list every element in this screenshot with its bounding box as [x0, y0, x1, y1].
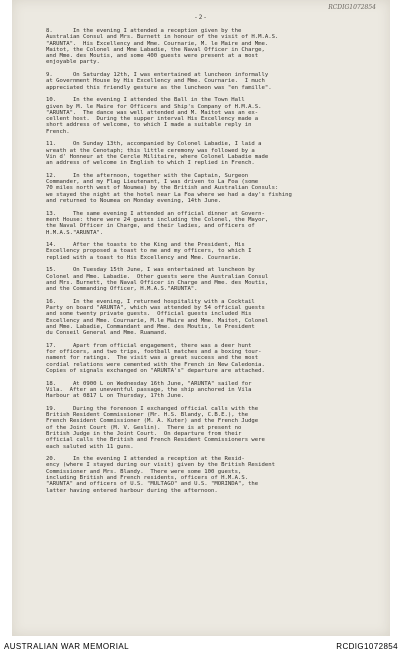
archive-footer: [0, 640, 402, 654]
paragraph-line: the Naval Officer in Charge, and their ladies, and officers of: [46, 223, 255, 230]
paragraph-line: official calls the British and French Resident Commissioners were: [46, 437, 265, 444]
paragraph-line: nament for ratings. The visit was a great success and the most: [46, 355, 259, 362]
paragraph-line: du Conseil General and Mme. Ruamand.: [46, 330, 168, 337]
paragraph-line: Maitot, the Colonel and Mme Labadie, the Naval Officer in Charge,: [46, 46, 265, 53]
paragraph: [46, 72, 368, 91]
paragraph-line: 15. On Tuesday 15th June, I was entertained at luncheon by: [46, 267, 255, 274]
paragraph-line: 16. In the evening, I returned hospitality with a Cocktail: [46, 298, 255, 305]
paragraph-line: wreath at the Cenotaph; this little ceremony was followed by a: [46, 147, 255, 154]
paragraph-line: 20. In the evening I attended a reception at the Resid-: [46, 456, 245, 463]
paragraph-line: Commissioner and Mrs. Blandy. There were some 100 guests,: [46, 468, 242, 475]
paragraph-line: and Mrs. Burnett, the Naval Officer in Charge and Mme. des Moutis,: [46, 279, 269, 286]
paragraph-line: ment House: there were 24 guests including the Colonel, the Mayor,: [46, 216, 269, 223]
paragraph: [46, 242, 368, 261]
paragraph-line: and the Commanding Officer, H.M.A.S."ARUNTA".: [46, 286, 198, 293]
paragraph: [46, 406, 368, 450]
paragraph-line: including British and French residents, officers of H.M.A.S.: [46, 475, 249, 482]
paragraph-line: for officers, and two trips, football matches and a boxing tour-: [46, 349, 262, 356]
paragraph-line: Excellency and Mme. Cournarie, M.le Maire and Mme. Maitot, Colonel: [46, 317, 269, 324]
paragraph-line: ency (where I stayed during our visit) given by the British Resident: [46, 462, 276, 469]
paragraph-line: "ARUNTA" and officers of U.S. "MULTAGO" and U.S. "MORINDA", the: [46, 481, 259, 488]
paragraph-line: and Mme. des Moutis, and some 400 guests were present at a most: [46, 53, 259, 60]
paragraph-line: given by M. le Maire for Officers and Ship's Company of H.M.A.S.: [46, 103, 262, 110]
paragraph-line: French.: [46, 128, 70, 135]
page-number: -2-: [194, 14, 208, 21]
paragraph-line: 19. During the forenoon I exchanged official calls with the: [46, 405, 259, 412]
paragraph-line: Australian Consul and Mrs. Burnett in honour of the visit of H.M.A.S.: [46, 34, 279, 41]
paragraph-line: Harbour at 0817 L on Thursday, 17th June.: [46, 393, 185, 400]
paragraph-line: British Resident Commissioner (Mr. H.S. Blandy, C.B.E.), the: [46, 412, 249, 419]
document-sheet: [12, 0, 390, 636]
paragraph: [46, 173, 368, 204]
document-body: [46, 28, 368, 500]
paragraph-line: Copies of signals exchanged on "ARUNTA's" departure are attached.: [46, 368, 265, 375]
paragraph: [46, 267, 368, 292]
paragraph: [46, 97, 368, 135]
paragraph-line: 8. In the evening I attended a reception given by the: [46, 28, 242, 34]
paragraph: [46, 299, 368, 337]
paragraph-line: latter having entered harbour during the afternoon.: [46, 487, 218, 494]
archive-name: AUSTRALIAN WAR MEMORIAL: [4, 642, 129, 651]
paragraph: [46, 456, 368, 494]
paragraph-line: Vin d' Honneur at the Cercle Militaire, where Colonel Labadie made: [46, 153, 269, 160]
margin-note: RCDIG1072854: [328, 4, 376, 11]
paragraph-line: H.M.A.S."ARUNTA".: [46, 229, 104, 236]
paragraph: [46, 381, 368, 400]
paragraph-line: 12. In the afternoon, together with the Captain, Surgeon: [46, 172, 249, 179]
paragraph-line: Commander, and my Flag Lieutenant, I was driven to La Foa (some: [46, 179, 259, 186]
paragraph-line: 13. The same evening I attended an official dinner at Govern-: [46, 210, 265, 217]
paragraph-line: at Government House by His Excellency and Mme. Cournarie. I much: [46, 78, 265, 85]
paragraph-line: each saluted with 11 guns.: [46, 443, 134, 450]
paragraph-line: and returned to Noumea on Monday evening, 14th June.: [46, 198, 222, 205]
paragraph-line: cordial relations were cemented with the French in New Caledonia.: [46, 361, 265, 368]
paragraph-line: of the Joint Court (M. V. Geslin). There is at present no: [46, 424, 242, 431]
paragraph: [46, 211, 368, 236]
record-id: RCDIG1072854: [336, 642, 398, 651]
paragraph-line: replied with a toast to His Excellency and Mme. Cournarie.: [46, 254, 242, 261]
paragraph-line: 14. After the toasts to the King and the President, His: [46, 242, 245, 249]
paragraph-line: "ARUNTA". The dance was well attended and M. Maitot was an ex-: [46, 109, 259, 116]
paragraph-line: 70 miles north west of Noumea) by the British and Australian Consuls:: [46, 185, 279, 192]
paragraph-line: enjoyable party.: [46, 59, 100, 66]
paragraph-line: Excellency proposed a toast to me and my officers, to which I: [46, 248, 252, 255]
paragraph-line: 17. Apart from official engagement, there was a deer hunt: [46, 342, 252, 349]
paragraph-line: and some twenty private guests. Official guests included His: [46, 311, 252, 318]
paragraph: [46, 343, 368, 374]
paragraph-line: Colonel and Mme. Labadie. Other guests were the Australian Consul: [46, 273, 269, 280]
paragraph-line: 10. In the evening I attended the Ball in the Town Hall: [46, 97, 245, 104]
paragraph: [46, 141, 368, 166]
paragraph-line: cellent host. During the supper interval His Excellency made a: [46, 116, 259, 123]
paragraph-line: an address of welcome in English to which I replied in French.: [46, 160, 255, 167]
paragraph-line: 18. At 0900 L on Wednesday 16th June, "ARUNTA" sailed for: [46, 380, 252, 387]
paragraph-line: Vila. After an uneventful passage, the ship anchored in Vila: [46, 386, 252, 393]
paragraph-line: we stayed the night at the hotel near La Foa where we had a day's fishing: [46, 191, 292, 198]
paragraph-line: short address of welcome, to which I made a suitable reply in: [46, 122, 252, 129]
paragraph-line: 11. On Sunday 13th, accompanied by Colonel Labadie, I laid a: [46, 141, 262, 148]
paragraph-line: British Judge in the Joint Court. On departure from their: [46, 431, 242, 437]
paragraph-line: 9. On Saturday 12th, I was entertained at luncheon informally: [46, 72, 269, 79]
paragraph: [46, 28, 368, 66]
paragraph-line: "ARUNTA". His Excellency and Mme. Cournarie, M. le Maire and Mme.: [46, 40, 269, 47]
paragraph-line: French Resident Commissioner (M. A. Kuter) and the French Judge: [46, 418, 259, 425]
paragraph-line: appreciated this friendly gesture as the luncheon was "en famille".: [46, 84, 272, 91]
paragraph-line: and Mme. Labadie, Commandant and Mme. des Moutis, le President: [46, 323, 255, 330]
paragraph-line: Party on board "ARUNTA", which was attended by 54 official guests: [46, 305, 265, 312]
